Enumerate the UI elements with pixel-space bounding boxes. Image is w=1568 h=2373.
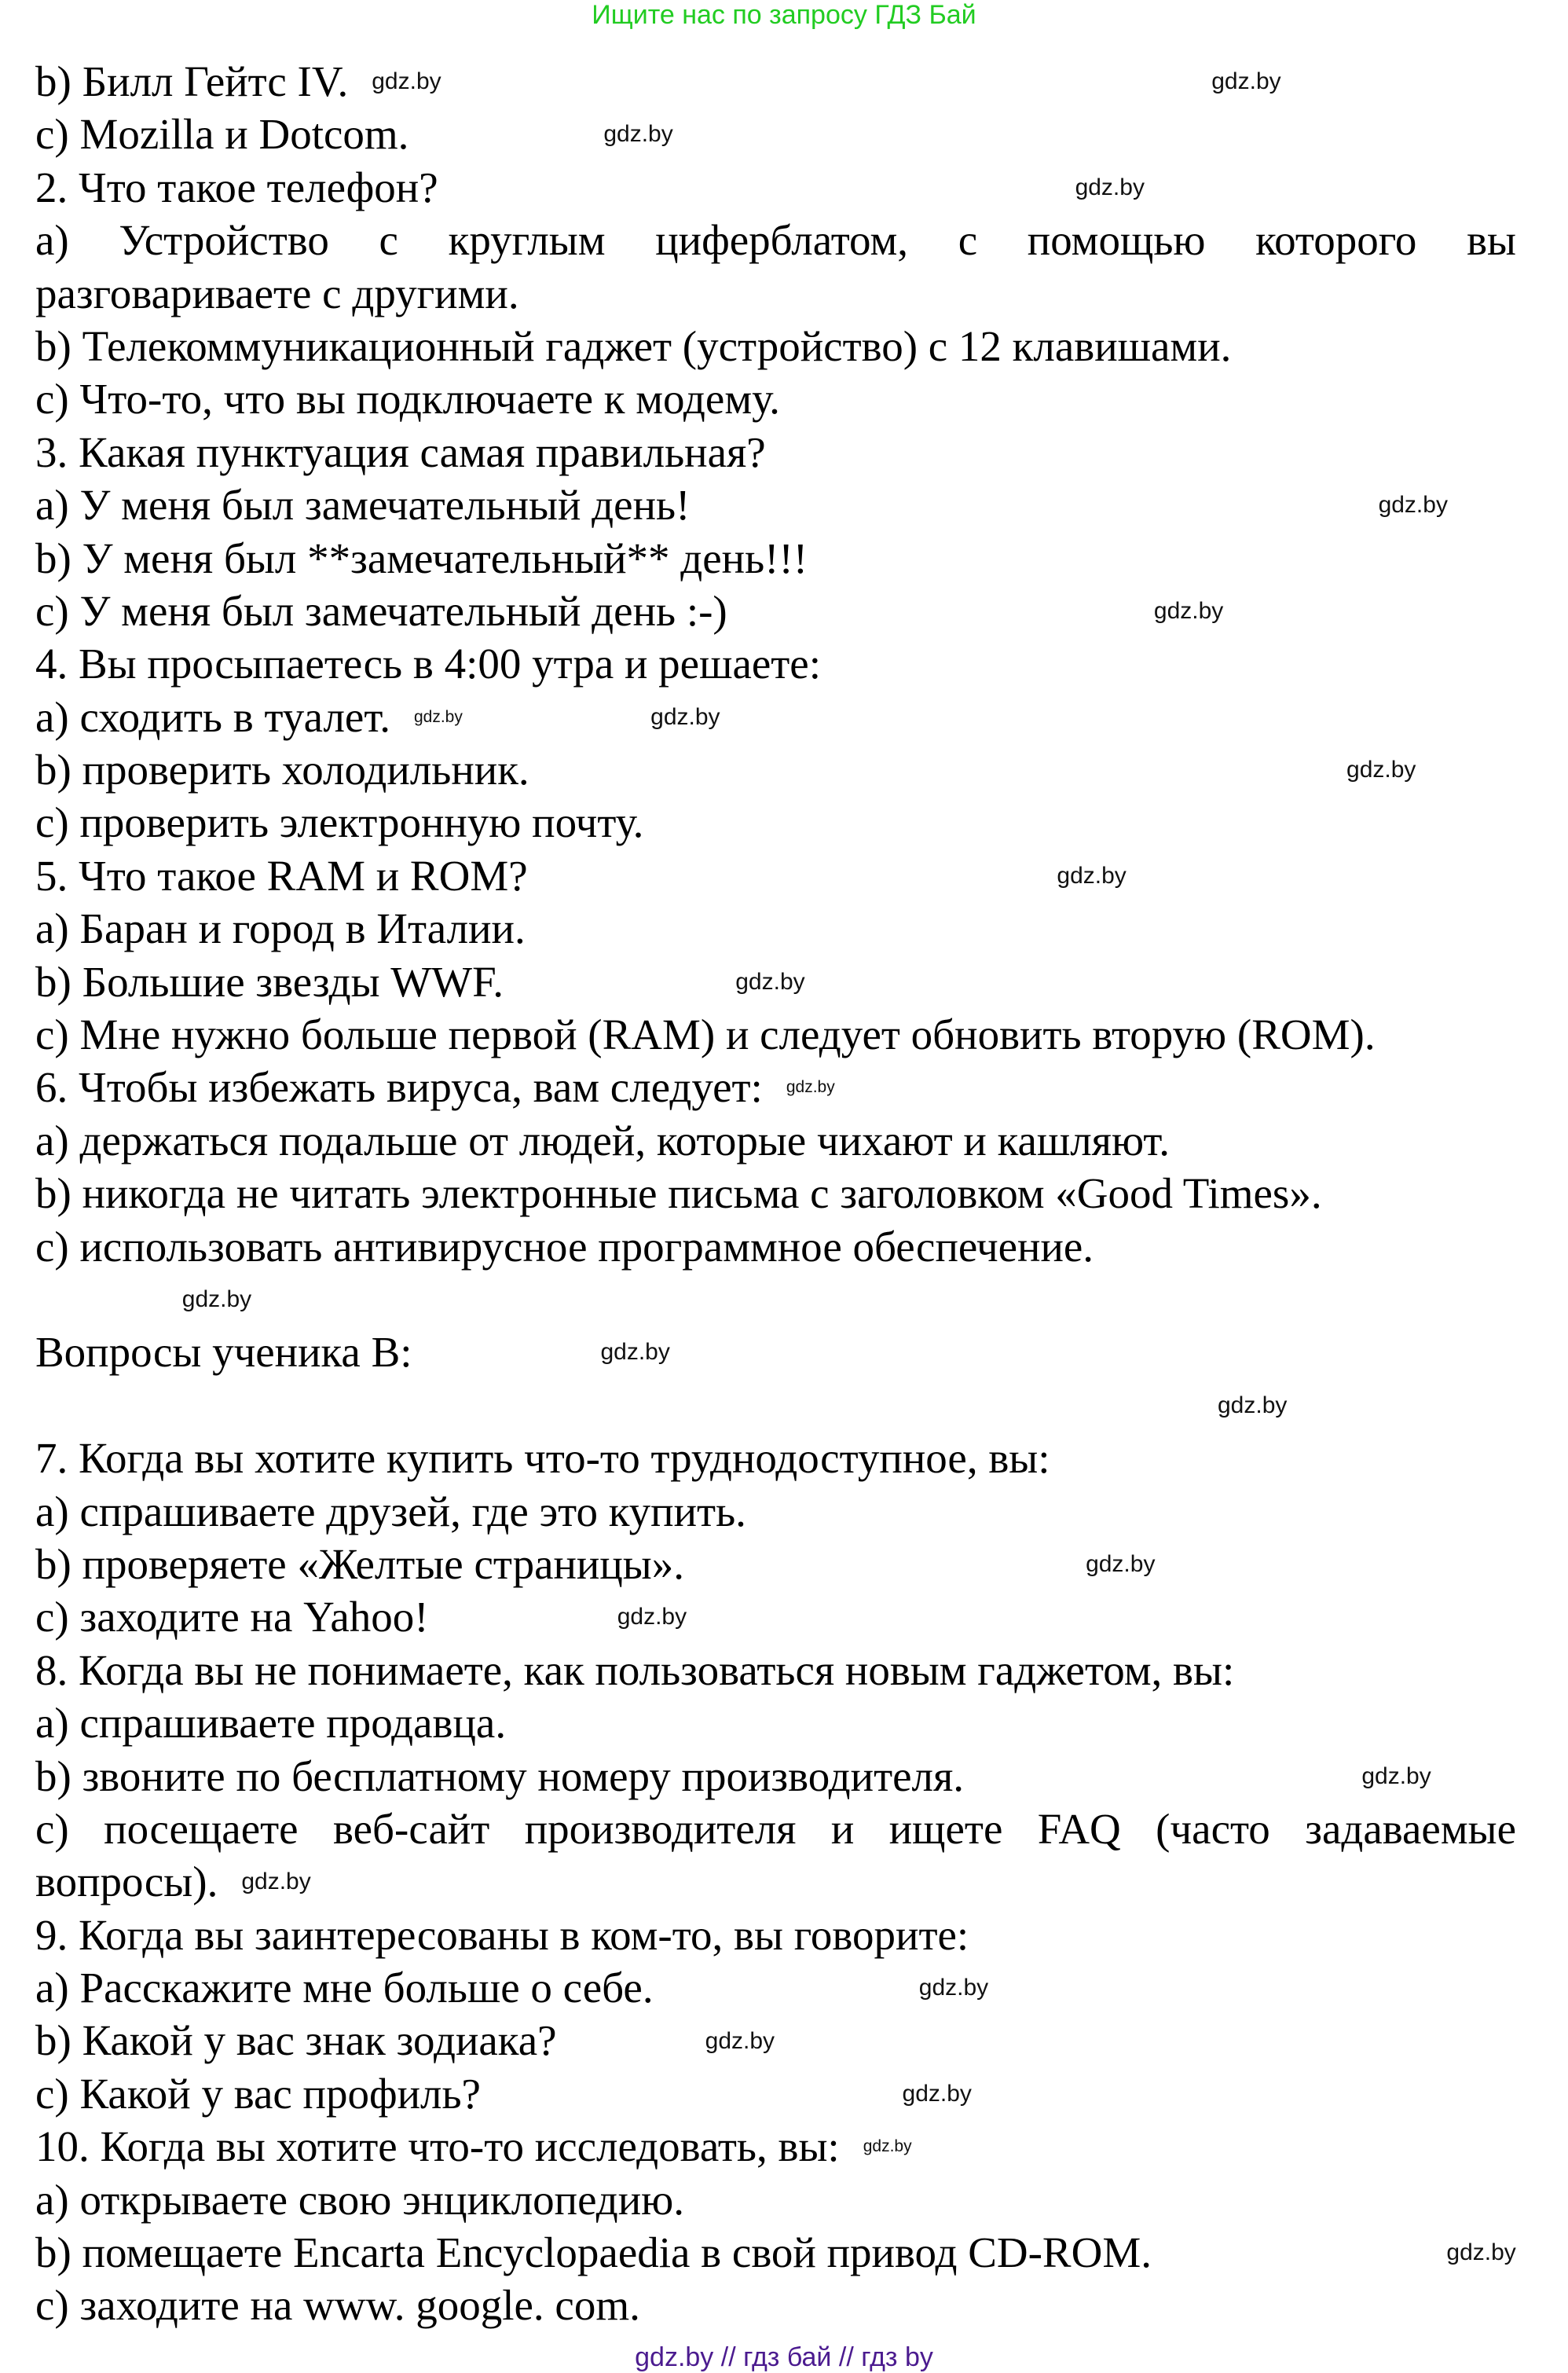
text-line: a) спрашиваете продавца. — [35, 1699, 507, 1748]
text-line: b) У меня был **замечательный** день!!! — [35, 534, 808, 582]
search-hint-banner: Ищите нас по запросу ГДЗ Бай — [592, 0, 976, 30]
text-line: b) проверить холодильник. — [35, 746, 529, 794]
text-line: a) сходить в туалет. — [35, 692, 390, 741]
text-line: a) Расскажите мне больше о себе. — [35, 1964, 654, 2012]
text-line: c) У меня был замечательный день :-) — [35, 586, 727, 635]
text-line: a) Баран и город в Италии. — [35, 904, 526, 953]
text-line: a) спрашиваете друзей, где это купить. — [35, 1487, 746, 1535]
text-line: a) У меня был замечательный день! — [35, 481, 691, 530]
text-line: c) Какой у вас профиль? — [35, 2069, 481, 2118]
gdz-watermark: gdz.by — [1446, 2239, 1516, 2266]
text-line: 8. Когда вы не понимаете, как пользоваться новым гаджетом, вы: — [35, 1645, 1235, 1694]
gdz-watermark: gdz.by — [1217, 1392, 1288, 1418]
text-line: b) Билл Гейтс IV. — [35, 57, 349, 105]
gdz-watermark: gdz.by — [617, 1604, 687, 1630]
gdz-watermark: gdz.by — [735, 968, 805, 995]
text-line: b) проверяете «Желтые страницы». — [35, 1539, 684, 1588]
gdz-watermark: gdz.by — [1153, 597, 1224, 624]
text-line: c) Мне нужно больше первой (RAM) и следует обновить вторую (ROM). — [35, 1010, 1376, 1059]
text-line: c) проверить электронную почту. — [35, 798, 644, 847]
text-line: b) Телекоммуникационный гаджет (устройство) с 12 клавишами. — [35, 321, 1232, 370]
gdz-watermark: gdz.by — [786, 1078, 835, 1097]
text-line: 9. Когда вы заинтересованы в ком-то, вы говорите: — [35, 1910, 969, 1959]
text-line: a) открываете свою энциклопедию. — [35, 2175, 685, 2224]
gdz-watermark: gdz.by — [918, 1975, 989, 2001]
text-line: b) Большие звезды WWF. — [35, 957, 504, 1006]
gdz-watermark: gdz.by — [241, 1869, 311, 1895]
gdz-watermark: gdz.by — [1086, 1550, 1156, 1577]
text-line: c) Что-то, что вы подключаете к модему. — [35, 375, 780, 424]
gdz-watermark: gdz.by — [705, 2027, 775, 2054]
text-line: c) заходите на www. google. com. — [35, 2281, 640, 2330]
text-line: b) звоните по бесплатному номеру производителя. — [35, 1751, 965, 1800]
text-line: c) использовать антивирусное программное обеспечение. — [35, 1222, 1094, 1271]
gdz-watermark: gdz.by — [650, 703, 720, 730]
text-line: a) держаться подальше от людей, которые чихают и кашляют. — [35, 1116, 1170, 1164]
gdz-watermark: gdz.by — [1378, 491, 1448, 518]
text-line: b) Какой у вас знак зодиака? — [35, 2016, 557, 2065]
gdz-watermark: gdz.by — [1075, 174, 1145, 200]
document-body — [35, 55, 1516, 2332]
text-line: b) помещаете Encarta Encyclopaedia в свой привод CD-ROM. — [35, 2228, 1152, 2277]
text-line: Вопросы ученика B: — [35, 1328, 412, 1377]
text-line: 2. Что такое телефон? — [35, 163, 438, 211]
text-line: a) Устройство с круглым циферблатом, с помощью которого вы — [35, 216, 1516, 265]
gdz-watermark: gdz.by — [600, 1339, 670, 1366]
text-line: 5. Что такое RAM и ROM? — [35, 851, 528, 900]
footer-watermark: gdz.by // гдз бай // гдз by — [635, 2342, 933, 2372]
gdz-watermark: gdz.by — [372, 68, 441, 94]
gdz-watermark: gdz.by — [413, 707, 463, 726]
text-line: 4. Вы просыпаетесь в 4:00 утра и решаете: — [35, 640, 821, 688]
text-line: 6. Чтобы избежать вируса, вам следует: — [35, 1063, 763, 1112]
gdz-watermark: gdz.by — [863, 2137, 912, 2156]
gdz-watermark: gdz.by — [1211, 68, 1281, 94]
text-line: b) никогда не читать электронные письма с заголовком «Good Times». — [35, 1169, 1322, 1218]
text-line: вопросы). — [35, 1858, 218, 1906]
gdz-watermark: gdz.by — [181, 1286, 252, 1312]
gdz-watermark: gdz.by — [1346, 756, 1416, 783]
gdz-watermark: gdz.by — [603, 121, 673, 148]
text-line: c) Mozilla и Dotcom. — [35, 110, 409, 159]
text-line: c) заходите на Yahoo! — [35, 1593, 429, 1641]
text-line: 7. Когда вы хотите купить что-то труднодоступное, вы: — [35, 1434, 1050, 1483]
text-line: разговариваете с другими. — [35, 269, 519, 317]
gdz-watermark: gdz.by — [902, 2080, 972, 2107]
gdz-watermark: gdz.by — [1057, 862, 1127, 889]
text-line: c) посещаете веб-сайт производителя и ищете FAQ (часто задаваемые — [35, 1804, 1516, 1853]
text-line: 10. Когда вы хотите что-то исследовать, вы: — [35, 2122, 840, 2171]
text-line: 3. Какая пунктуация самая правильная? — [35, 427, 766, 476]
gdz-watermark: gdz.by — [1361, 1762, 1431, 1789]
